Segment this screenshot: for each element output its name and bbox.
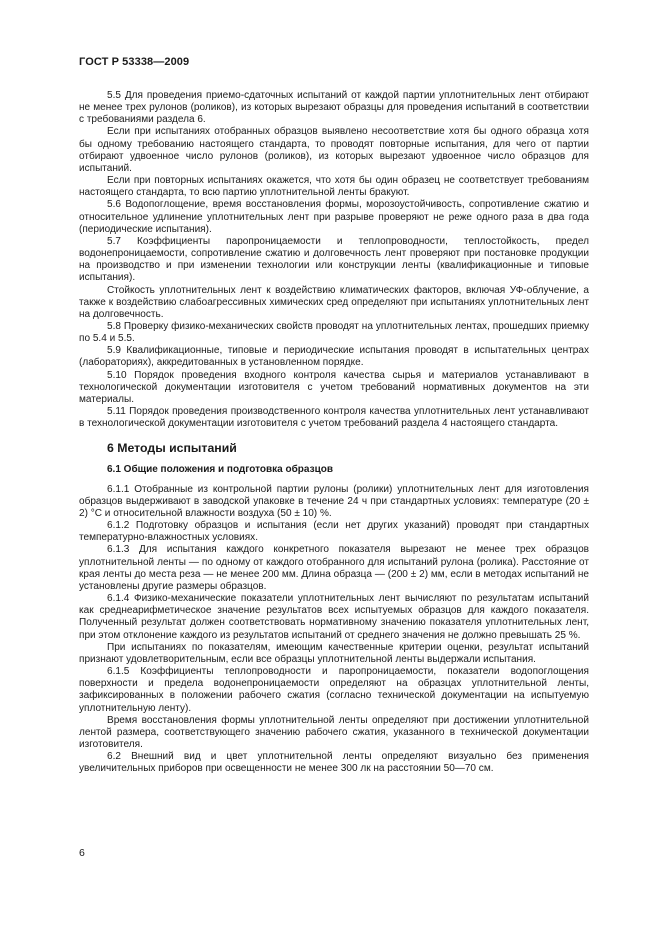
page-number: 6 [79,847,85,859]
paragraph: Если при испытаниях отобранных образцов выявлено несоответствие хотя бы одного образца хотя бы одному требованию настоящего стандарта, то проводят повторные испытания, для чего от партии отбирают удвоенное число рулонов (роликов), из которых вырезают удвоенное число образцов для испытаний. [79,126,589,174]
paragraph: 6.1.2 Подготовку образцов и испытания (если нет других указаний) проводят при стандартных температурно-влажностных условиях. [79,520,589,544]
paragraphs-section-5 [79,90,589,430]
paragraph: 6.1.5 Коэффициенты теплопроводности и паропроницаемости, показатели водопоглощения поверхности и предела водонепроницаемости определяют на образцах уплотнительной ленты, зафиксированных в положении рабочего сжатия (согласно технической документации на испытуемую уплотнительную ленту). [79,666,589,714]
standard-code-header: ГОСТ Р 53338—2009 [79,56,190,68]
paragraph: Стойкость уплотнительных лент к воздействию климатических факторов, включая УФ-облучение, а также к воздействию слабоагрессивных химических сред определяют при испытаниях уплотнительных лент на долговечность. [79,284,589,320]
paragraph: 5.9 Квалификационные, типовые и периодические испытания проводят в испытательных центрах (лабораториях), аккредитованных в установленном порядке. [79,345,589,369]
section-title: 6 Методы испытаний [107,441,237,456]
paragraph: 6.1.4 Физико-механические показатели уплотнительных лент вычисляют по результатам испытаний как среднеарифметическое значение результатов всех испытуемых образцов для каждого показателя. Полученный результат должен соответствовать нормативному значению показателя уплотнительных лент, при этом отклонение каждого из результатов испытаний от среднего значения не должно превышать 25 %. [79,593,589,641]
paragraph: Если при повторных испытаниях окажется, что хотя бы один образец не соответствует требованиям настоящего стандарта, то всю партию уплотнительной ленты бракуют. [79,175,589,199]
subsection-title: 6.1 Общие положения и подготовка образцов [107,463,333,475]
paragraph: 6.2 Внешний вид и цвет уплотнительной ленты определяют визуально без применения увеличительных приборов при освещенности не менее 300 лк на расстоянии 50—70 см. [79,751,589,775]
paragraph: При испытаниях по показателям, имеющим качественные критерии оценки, результат испытаний признают удовлетворительным, если все образцы уплотнительной ленты выдержали испытания. [79,641,589,665]
paragraph: 5.10 Порядок проведения входного контроля качества сырья и материалов устанавливают в технологической документации изготовителя с учетом требований нормативных документов на эти материалы. [79,369,589,405]
paragraph: 5.11 Порядок проведения производственного контроля качества уплотнительных лент устанавливают в технологической документации изготовителя с учетом требований раздела 4 настоящего стандарта. [79,406,589,430]
paragraph: 5.5 Для проведения приемо-сдаточных испытаний от каждой партии уплотнительных лент отбирают не менее трех рулонов (роликов), из которых вырезают образцы для проведения испытаний в соответствии с требованиями раздела 6. [79,90,589,126]
document-body [79,90,589,775]
paragraph: 5.8 Проверку физико-механических свойств проводят на уплотнительных лентах, прошедших приемку по 5.4 и 5.5. [79,320,589,345]
paragraph: 6.1.1 Отобранные из контрольной партии рулоны (ролики) уплотнительных лент для изготовления образцов выдерживают в заводской упаковке в течение 24 ч при стандартных условиях: температуре (20 ± 2) °С и относительной влажности воздуха (50 ± 10) %. [79,483,589,519]
paragraph: 5.6 Водопоглощение, время восстановления формы, морозоустойчивость, сопротивление сжатию и относительное удлинение уплотнительных лент при разрыве проверяют не реже одного раза в два года (периодические испытания). [79,199,589,235]
paragraph: 6.1.3 Для испытания каждого конкретного показателя вырезают не менее трех образцов уплотнительной ленты — по одному от каждого отобранного для испытаний рулона (ролика). Расстояние от края ленты до места реза — не менее 200 мм. Длина образца — (200 ± 2) мм, если в методах испытаний не установлены другие размеры образцов. [79,544,589,592]
paragraphs-section-6 [79,484,589,776]
paragraph: Время восстановления формы уплотнительной ленты определяют при достижении уплотнительной лентой размера, соответствующего значению рабочего сжатия, указанного в технической документации изготовителя. [79,714,589,750]
paragraph: 5.7 Коэффициенты паропроницаемости и теплопроводности, теплостойкость, предел водонепроницаемости, сопротивление сжатию и долговечность лент проверяют при постановке продукции на производство и при изменении технологии или конструкции ленты (квалификационные и типовые испытания). [79,235,589,284]
